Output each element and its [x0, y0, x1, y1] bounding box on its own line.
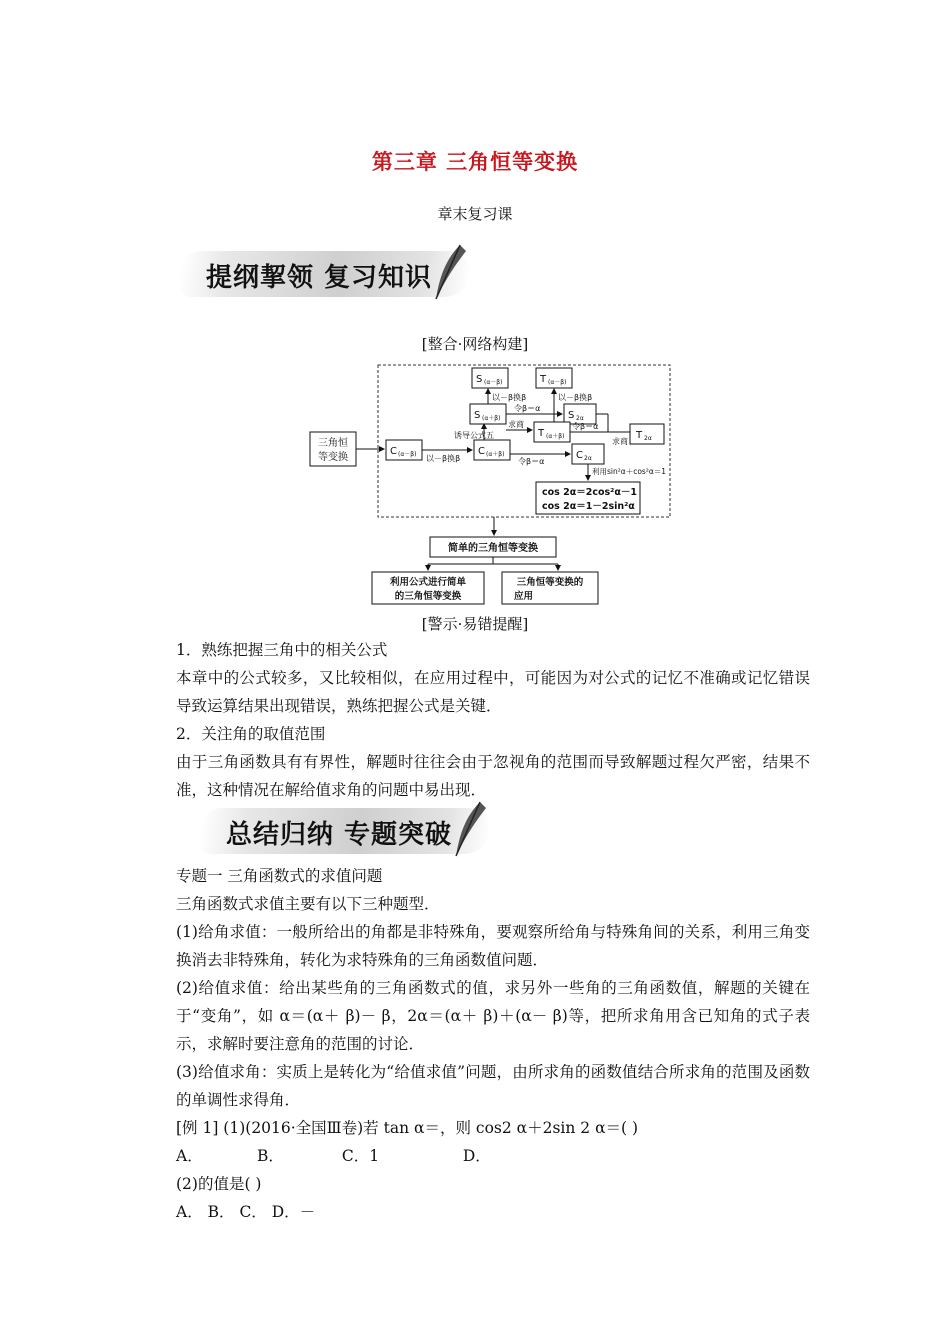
s2a-sub: 2α	[576, 415, 584, 422]
box-s2a	[564, 404, 596, 424]
t2a-sub: 2α	[644, 435, 652, 442]
t-plus-sub: (α＋β)	[546, 433, 565, 440]
box-apply-formula	[372, 572, 484, 604]
item1-heading: 1．熟练把握三角中的相关公式	[176, 641, 388, 659]
c2a-sub: 2α	[584, 455, 592, 462]
example1-question: [例 1] (1)(2016·全国Ⅲ卷)若 tan α＝，则 cos2 α＋2sin 2 α＝( )	[176, 1119, 639, 1137]
c-minus-main: C	[390, 446, 397, 457]
option-d: D．	[462, 1147, 491, 1165]
label-let-1: 令β＝α	[514, 404, 541, 413]
start-line-2: 等变换	[318, 452, 348, 463]
box-t-minus	[536, 368, 572, 388]
c-plus-main: C	[478, 446, 485, 457]
box-start	[310, 432, 356, 466]
apply-line-2: 的三角恒等变换	[394, 591, 462, 602]
topic1-intro: 三角函数式求值主要有以下三种题型．	[176, 895, 440, 913]
label-neg-beta-2: 以－β换β	[492, 393, 527, 402]
s-plus-sub: (α＋β)	[482, 415, 501, 422]
label-neg-beta-3: 以－β换β	[558, 393, 593, 402]
label-let-3: 令β＝α	[518, 457, 545, 466]
item1-text: 本章中的公式较多，又比较相似，在应用过程中，可能因为对公式的记忆不准确或记忆错误导致运算结果出现错误，熟练把握公式是关键．	[176, 669, 810, 715]
label-ratio-1: 求商	[508, 420, 524, 429]
label-induce: 诱导公式五	[454, 431, 494, 440]
t-plus-main: T	[538, 428, 545, 439]
t-minus-main: T	[540, 374, 547, 385]
quill-icon	[430, 243, 470, 303]
box-s-minus	[472, 368, 508, 388]
s-minus-main: S	[476, 374, 483, 385]
example1-options	[176, 1142, 810, 1170]
example2-options: A． B． C． D．－	[176, 1203, 316, 1221]
t2a-main: T	[636, 430, 643, 441]
t-minus-sub: (α－β)	[548, 379, 567, 386]
banner-summary	[200, 800, 500, 864]
example2-question: (2)的值是( )	[176, 1175, 262, 1193]
c-minus-sub: (α－β)	[398, 451, 417, 458]
item2-heading: 2．关注角的取值范围	[176, 725, 326, 743]
box-cos-double	[536, 482, 640, 514]
banner-summary-text: 总结归纳 专题突破	[226, 820, 453, 850]
box-t2a	[630, 424, 664, 444]
chapter-title: 第三章 三角恒等变换	[371, 149, 579, 174]
box-simple-transform	[430, 537, 556, 557]
type2-text: (2)给值求值：给出某些角的三角函数式的值，求另外一些角的三角函数值，解题的关键在于“变角”，如 α＝(α＋ β)－ β，2α＝(α＋ β)＋(α－ β)等，把所求角用含已知角的式子表示，求解时要注意角的范围的讨论．	[176, 979, 810, 1053]
s-plus-main: S	[474, 410, 481, 421]
application-line-2: 应用	[514, 591, 534, 602]
start-line-1: 三角恒	[318, 438, 348, 449]
s2a-main: S	[568, 410, 575, 421]
c-plus-sub: (α＋β)	[486, 451, 505, 458]
s-minus-sub: (α－β)	[484, 379, 503, 386]
option-c: C．1	[341, 1147, 380, 1165]
option-a: A．	[176, 1147, 203, 1165]
label-neg-beta-1: 以－β换β	[426, 454, 461, 463]
label-ratio-2: 求商	[612, 437, 628, 446]
cos-line-2: cos 2α＝1－2sin²α	[542, 501, 635, 512]
lesson-subtitle: 章末复习课	[437, 205, 513, 223]
quill-icon	[450, 800, 490, 860]
section-network-heading: [整合·网络构建]	[421, 335, 529, 353]
knowledge-network-diagram	[308, 360, 680, 610]
banner-review-text: 提纲挈领 复习知识	[206, 263, 433, 293]
cos-line-1: cos 2α＝2cos²α－1	[542, 487, 637, 498]
option-b: B．	[256, 1147, 284, 1165]
type1-text: (1)给角求值：一般所给出的角都是非特殊角，要观察所给角与特殊角间的关系，利用三角变换消去非特殊角，转化为求特殊角的三角函数值问题．	[176, 923, 810, 969]
type3-text: (3)给值求角：实质上是转化为“给值求值”问题，由所求角的函数值结合所求角的范围及函数的单调性求得角．	[176, 1063, 810, 1109]
item2-text: 由于三角函数具有有界性，解题时往往会由于忽视角的范围而导致解题过程欠严密，结果不准，这种情况在解给值求角的问题中易出现．	[176, 753, 810, 799]
box-c2a	[572, 444, 604, 464]
c2a-main: C	[576, 450, 583, 461]
box-application	[502, 572, 598, 604]
section-warning-heading: [警示·易错提醒]	[421, 615, 529, 633]
application-line-1: 三角恒等变换的	[516, 577, 584, 588]
label-let-2: 令β＝α	[572, 422, 599, 431]
topic1-heading: 专题一 三角函数式的求值问题	[176, 867, 383, 885]
simple-transform-text: 简单的三角恒等变换	[448, 543, 538, 554]
apply-line-1: 利用公式进行简单	[389, 577, 467, 588]
label-use-identity: 利用sin²α＋cos²α＝1	[592, 467, 667, 476]
box-t-plus	[534, 422, 570, 442]
box-c-minus	[386, 440, 422, 460]
box-c-plus	[474, 440, 510, 460]
banner-review	[180, 243, 480, 307]
box-s-plus	[470, 404, 506, 424]
